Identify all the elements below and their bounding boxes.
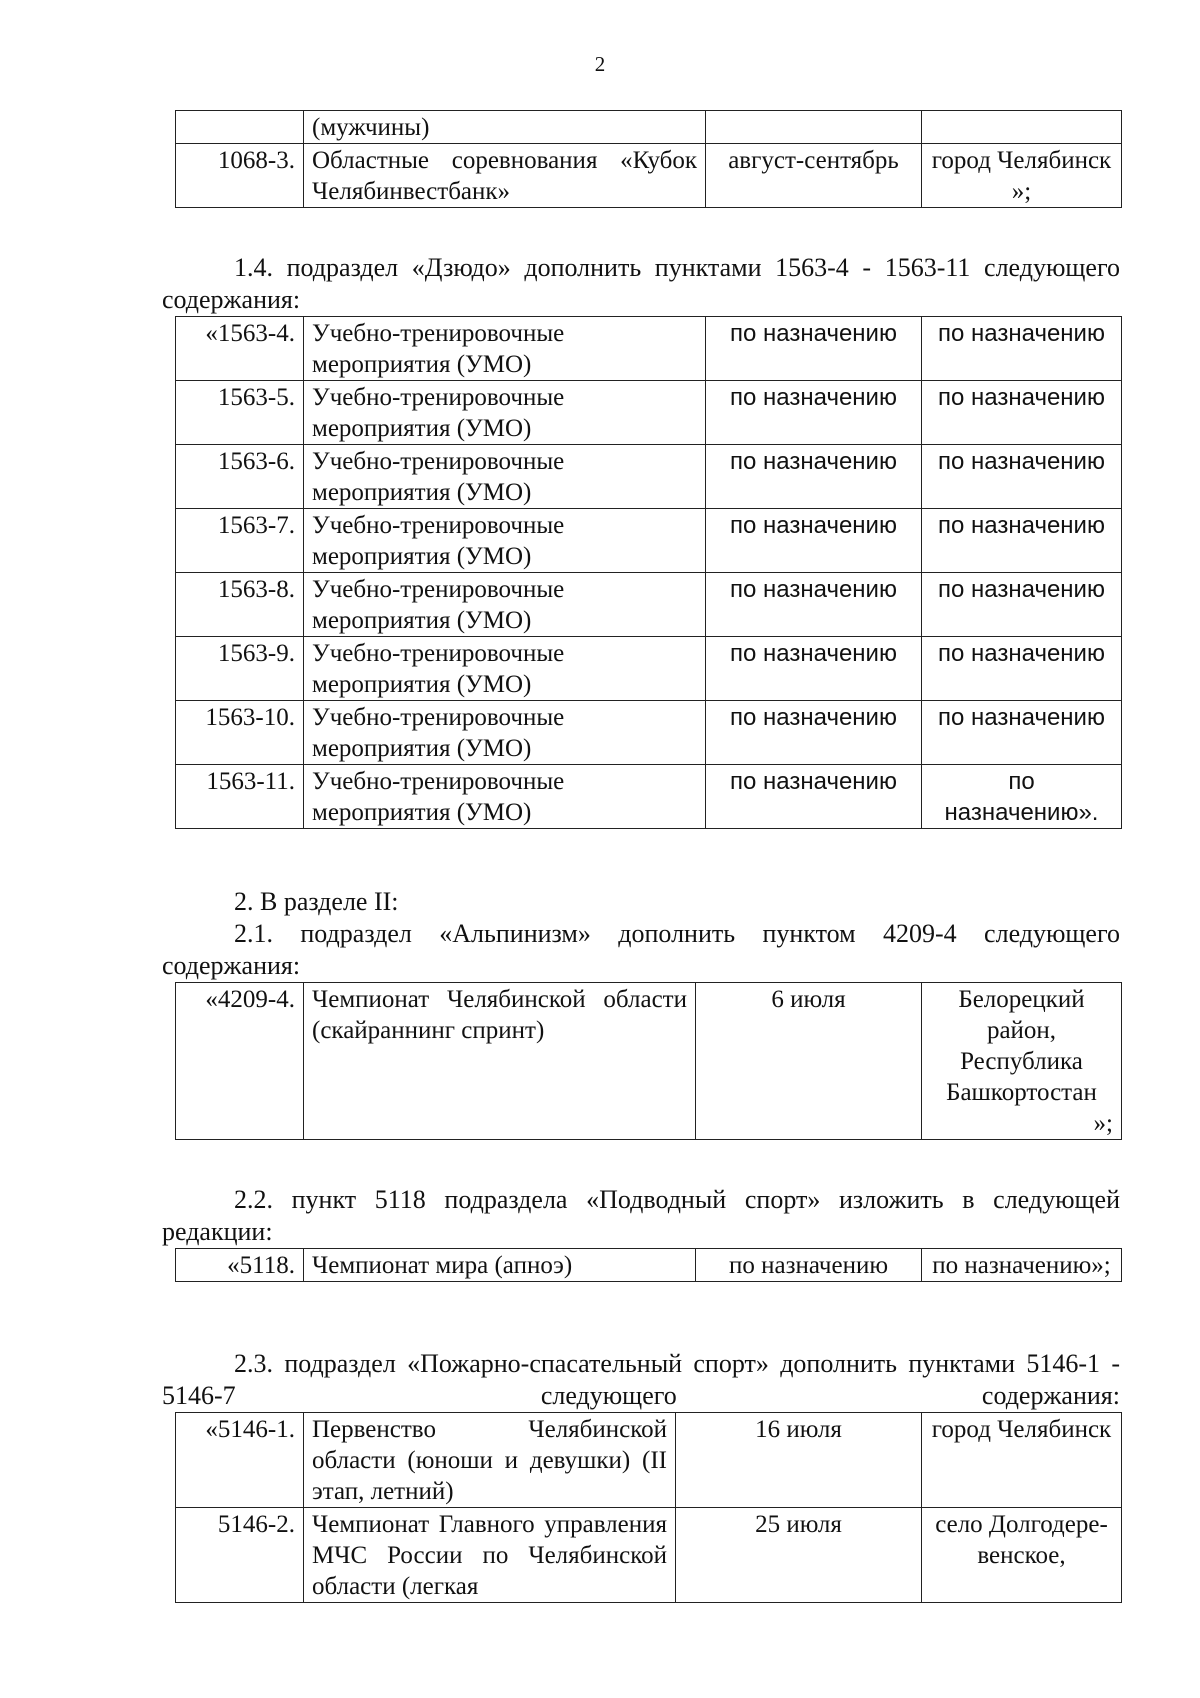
table-row [176, 1249, 1122, 1282]
item-number: «1563-4. [176, 317, 304, 381]
event-place: по назначению [922, 701, 1122, 765]
table-row [176, 144, 1122, 208]
event-place [922, 983, 1122, 1140]
event-date: 25 июля [676, 1508, 922, 1603]
table-row [176, 381, 1122, 445]
event-name: Учебно-тренировочные мероприятия (УМО) [304, 381, 706, 445]
item-number: 1563-6. [176, 445, 304, 509]
event-place: город Челябинск »; [922, 144, 1122, 208]
event-name: Учебно-тренировочные мероприятия (УМО) [304, 317, 706, 381]
event-date [706, 111, 922, 144]
event-place-text: Белорецкий район, Республика Башкортостан [946, 986, 1097, 1106]
page-number: 2 [594, 52, 606, 76]
item-number: 1563-7. [176, 509, 304, 573]
event-place: по назначению [922, 573, 1122, 637]
table-row [176, 509, 1122, 573]
event-name: Учебно-тренировочные мероприятия (УМО) [304, 637, 706, 701]
item-number: 1068-3. [176, 144, 304, 208]
table-row [176, 111, 1122, 144]
event-date: по назначению [706, 317, 922, 381]
event-name: Учебно-тренировочные мероприятия (УМО) [304, 701, 706, 765]
event-place: по назначению [922, 637, 1122, 701]
event-name: (мужчины) [304, 111, 706, 144]
item-number: 1563-5. [176, 381, 304, 445]
event-place: село Долгодере-венское, [922, 1508, 1122, 1603]
event-date: по назначению [706, 445, 922, 509]
event-place: по назначению». [922, 765, 1122, 829]
event-name: Областные соревнования «Кубок Челябинвестбанк» [304, 144, 706, 208]
event-date: по назначению [706, 765, 922, 829]
event-name: Чемпионат мира (апноэ) [304, 1249, 696, 1282]
event-name: Первенство Челябинской области (юноши и девушки) (II этап, летний) [304, 1413, 676, 1508]
item-number: 5146-2. [176, 1508, 304, 1603]
event-place: по назначению [922, 445, 1122, 509]
event-name: Чемпионат Челябинской области (скайраннинг спринт) [304, 983, 696, 1140]
event-name: Учебно-тренировочные мероприятия (УМО) [304, 509, 706, 573]
event-date: 6 июля [696, 983, 922, 1140]
table-top-continuation [175, 110, 1122, 208]
event-place: по назначению [922, 381, 1122, 445]
item-number: 1563-10. [176, 701, 304, 765]
table-row [176, 765, 1122, 829]
item-number: «5146-1. [176, 1413, 304, 1508]
table-fire-rescue [175, 1412, 1122, 1603]
event-name: Чемпионат Главного управления МЧС России по Челябинской области (легкая [304, 1508, 676, 1603]
event-name: Учебно-тренировочные мероприятия (УМО) [304, 573, 706, 637]
event-name: Учебно-тренировочные мероприятия (УМО) [304, 445, 706, 509]
event-date: по назначению [706, 381, 922, 445]
item-number: 1563-8. [176, 573, 304, 637]
event-place [922, 111, 1122, 144]
item-number [176, 111, 304, 144]
paragraph-1-4: 1.4. подраздел «Дзюдо» дополнить пунктами 1563-4 - 1563-11 следующего содержания: [162, 253, 1120, 314]
table-judo [175, 316, 1122, 829]
item-number: 1563-11. [176, 765, 304, 829]
table-row [176, 445, 1122, 509]
paragraph-2-3: 2.3. подраздел «Пожарно-спасательный спорт» дополнить пунктами 5146-1 - 5146-7 следующего содержания: [162, 1349, 1120, 1410]
section-2-heading: 2. В разделе II: [234, 887, 399, 916]
event-date: по назначению [706, 509, 922, 573]
table-row [176, 1508, 1122, 1603]
table-alpinism [175, 982, 1122, 1140]
table-row [176, 983, 1122, 1140]
event-date: по назначению [696, 1249, 922, 1282]
event-name: Учебно-тренировочные мероприятия (УМО) [304, 765, 706, 829]
table-row [176, 637, 1122, 701]
event-date: по назначению [706, 637, 922, 701]
item-number: «5118. [176, 1249, 304, 1282]
table-underwater [175, 1248, 1122, 1282]
table-row [176, 1413, 1122, 1508]
event-date: 16 июля [676, 1413, 922, 1508]
item-number: «4209-4. [176, 983, 304, 1140]
event-date: по назначению [706, 573, 922, 637]
event-place: по назначению»; [922, 1249, 1122, 1282]
item-number: 1563-9. [176, 637, 304, 701]
table-row [176, 573, 1122, 637]
table-row [176, 701, 1122, 765]
table-row [176, 317, 1122, 381]
paragraph-2-1: 2.1. подраздел «Альпинизм» дополнить пунктом 4209-4 следующего содержания: [162, 919, 1120, 980]
paragraph-2-2: 2.2. пункт 5118 подраздела «Подводный спорт» изложить в следующей редакции: [162, 1185, 1120, 1246]
event-place-tail: »; [1093, 1110, 1113, 1137]
event-place: город Челябинск [922, 1413, 1122, 1508]
event-place: по назначению [922, 317, 1122, 381]
event-date: август-сентябрь [706, 144, 922, 208]
event-place: по назначению [922, 509, 1122, 573]
event-date: по назначению [706, 701, 922, 765]
